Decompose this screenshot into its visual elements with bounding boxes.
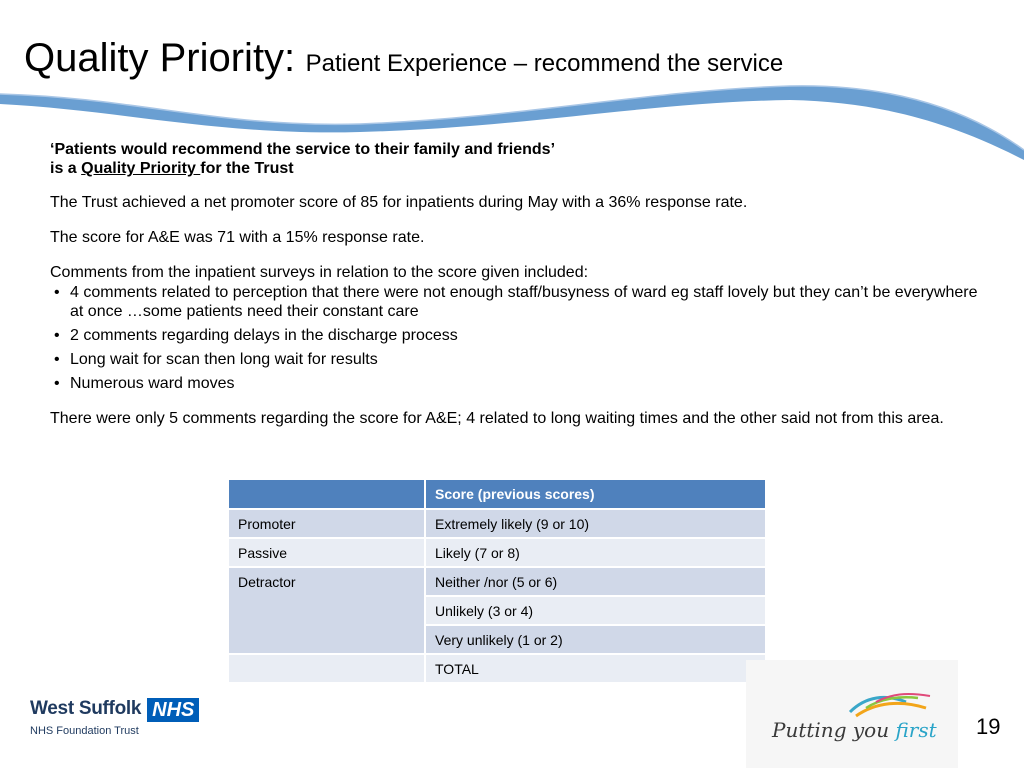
slogan-text — [772, 718, 937, 742]
intro-prefix: is a — [50, 160, 82, 177]
table-cell-score: Neither /nor (5 or 6) — [425, 567, 766, 596]
org-name: West Suffolk — [30, 698, 142, 719]
quality-priority-link: Quality Priority — [81, 160, 201, 177]
comments-list — [50, 283, 980, 393]
org-subtitle: NHS Foundation Trust — [30, 725, 139, 737]
table-header-cell: Score (previous scores) — [425, 479, 766, 509]
table-cell-category: Detractor — [228, 567, 425, 654]
table-cell-score: Extremely likely (9 or 10) — [425, 509, 766, 538]
table-cell-category — [228, 654, 425, 683]
slogan-prefix: Putting you — [772, 718, 896, 742]
intro-line-2 — [50, 159, 980, 178]
page-number: 19 — [976, 714, 1001, 739]
ae-score-paragraph: The score for A&E was 71 with a 15% response rate. — [50, 229, 425, 246]
list-item: • Numerous ward moves — [50, 374, 980, 393]
intro-suffix: for the Trust — [200, 160, 294, 177]
comments-intro-paragraph: Comments from the inpatient surveys in relation to the score given included: — [50, 264, 589, 281]
title-sub: Patient Experience – recommend the service — [305, 50, 784, 77]
intro-line-1: ‘Patients would recommend the service to their family and friends’ — [50, 141, 556, 158]
table-row — [228, 509, 766, 538]
bird-swash-icon — [846, 690, 936, 720]
table-row — [228, 654, 766, 683]
table-cell-score: TOTAL — [425, 654, 766, 683]
slide-title — [24, 36, 783, 81]
table-cell-score: Likely (7 or 8) — [425, 538, 766, 567]
ae-comments-paragraph: There were only 5 comments regarding the score for A&E; 4 related to long waiting times and the other said not from this area. — [50, 410, 944, 427]
list-item: • Long wait for scan then long wait for results — [50, 350, 980, 369]
table-row — [228, 567, 766, 596]
table-header-cell — [228, 479, 425, 509]
list-item: • 2 comments regarding delays in the discharge process — [50, 326, 980, 345]
table-cell-category: Promoter — [228, 509, 425, 538]
score-table — [227, 478, 767, 684]
west-suffolk-logo — [30, 698, 199, 737]
putting-you-first-logo — [746, 660, 958, 768]
title-main: Quality Priority: — [24, 36, 296, 80]
table-cell-score: Unlikely (3 or 4) — [425, 596, 766, 625]
table-cell-score: Very unlikely (1 or 2) — [425, 625, 766, 654]
inpatient-score-paragraph: The Trust achieved a net promoter score of 85 for inpatients during May with a 36% response rate. — [50, 194, 748, 211]
table-cell-category: Passive — [228, 538, 425, 567]
slide-body — [50, 140, 980, 428]
table-row — [228, 538, 766, 567]
list-item: • 4 comments related to perception that there were not enough staff/busyness of ward eg staff lovely but they can’t be everywhere at once …some patients need their constant care — [50, 283, 980, 321]
table-header-row — [228, 479, 766, 509]
nhs-logo-mark: NHS — [147, 698, 199, 722]
slogan-emphasis: first — [895, 718, 937, 742]
